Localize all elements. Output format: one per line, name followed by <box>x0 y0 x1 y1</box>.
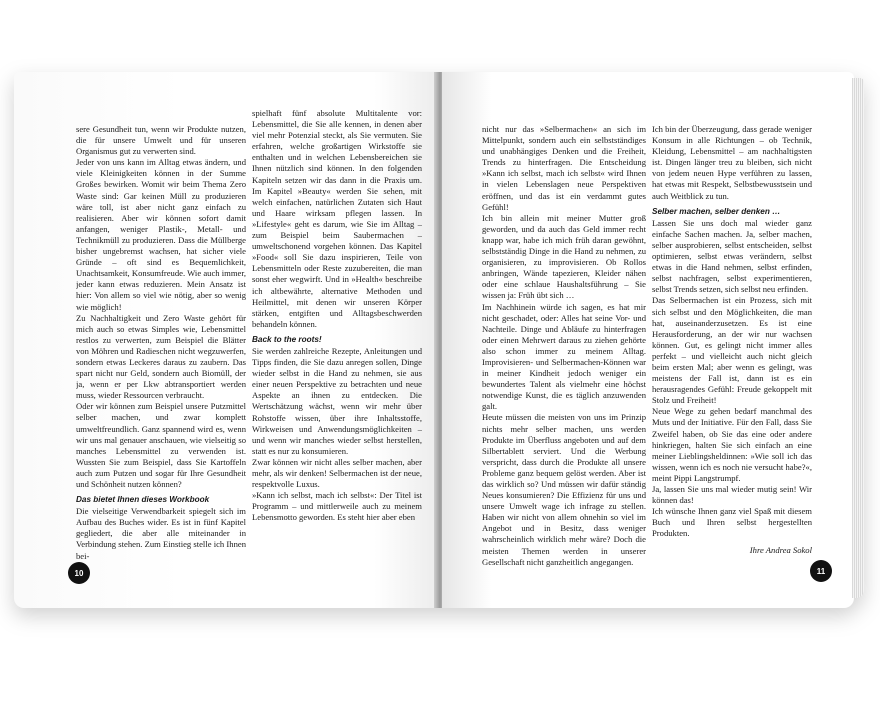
paragraph: Oder wir können zum Beispiel unsere Putzmittel selber machen, und zwar komplett umweltfreundlich. Ganz spannend wird es, wenn wir uns mal genauer anschauen, wie vielseitig so manches Lebensmittel zu verwenden ist. Wussten Sie zum Beispiel, dass Sie Kartoffeln auch zum Putzen und sogar für Ihre Gesundheit und Schönheit nutzen können? <box>76 401 246 489</box>
open-book <box>14 72 864 624</box>
paragraph: Im Nachhinein würde ich sagen, es hat mir nicht geschadet, oder: Alles hat seine Vor- und Nachteile. Dinge und Abläufe zu hinterfragen oder einen Mehrwert daraus zu ziehen gehörte also schon immer zu meinem Alltag. Improvisieren- und Selbermachen-Können war in meiner Kindheit jedoch weniger ein bewundertes Talent als vielmehr eine höchst notwendige Kunst, die es täglich anzuwenden galt. <box>482 301 646 412</box>
right-page <box>442 72 854 608</box>
author-signature: Ihre Andrea Sokol <box>749 545 812 556</box>
paragraph: Das Selbermachen ist ein Prozess, sich mit sich selbst und den Möglichkeiten, die man hat, auseinanderzusetzen. Es ist eine Herausforderung, an der wir nur wachsen können. Gut, es gelingt nicht immer alles perfekt – und vielleicht auch nicht gleich beim ersten Mal; aber wenn es gelingt, was meistens der Fall ist, dann ist es ein herausragendes Gefühl: Freude gekoppelt mit Stolz und Freiheit! <box>652 295 812 406</box>
paragraph: spielhaft fünf absolute Multitalente vor: Lebensmittel, die Sie alle kennen, in denen aber viel mehr Potenzial steckt, als Sie vermuten. Sie erfahren, welche großartigen Wirkstoffe sie enthalten und in welchen Lebensbereichen sie Ihnen nützlich sind können. In den folgenden Kapiteln setzen wir das dann in die Praxis um. Im Kapitel »Beauty« werden Sie sehen, mit welch einfachen, natürlichen Zutaten sich Haut und Haare wirksam pflegen lassen. In »Lifestyle« geht es darum, wie Sie im Alltag – zum Beispiel beim Saubermachen – umweltschonend vorgehen können. Das Kapitel »Food« soll Sie dazu inspirieren, Teile von Lebensmitteln oder Reste zuzubereiten, die man sonst eher wegwirft. Und in »Health« beschreibe ich altbewährte, alternative Methoden und Heilmittel, mit denen wir unseren Körper stärken, entgiften und Alltagsbeschwerden behandeln können. <box>252 108 422 329</box>
section-heading: Selber machen, selber denken … <box>652 206 781 216</box>
page-number: 11 <box>810 560 832 582</box>
paragraph: Die vielseitige Verwendbarkeit spiegelt sich im Aufbau des Buches wider. Es ist in fünf Kapitel gegliedert, die aber alle miteinander in Verbindung stehen. Zum Einstieg stelle ich Ihnen bei- <box>76 506 246 561</box>
paragraph: Neue Wege zu gehen bedarf manchmal des Muts und der Initiative. Für den Fall, dass Sie Zweifel haben, ob Sie das eine oder andere hinkriegen, halten Sie sich einfach an eine meiner Lieblingsheldinnen: »Wie soll ich das wissen, wenn ich es noch nie versucht habe?«, meint Pippi Langstrumpf. <box>652 406 812 483</box>
paragraph: Ich bin der Überzeugung, dass gerade weniger Konsum in alle Richtungen – ob Technik, Kleidung, Lebensmittel – am nachhaltigsten ist. Dingen länger treu zu bleiben, sich nicht von jedem neuen Hype verführen zu lassen, hat etwas mit Respekt, Selbstbewusstsein und auch Weitblick zu tun. <box>652 124 812 201</box>
right-column-2 <box>652 124 812 594</box>
left-column-2 <box>252 108 422 594</box>
paragraph: Ich wünsche Ihnen ganz viel Spaß mit diesem Buch und Ihren selbst hergestellten Produkten. <box>652 506 812 539</box>
paragraph: Ich bin allein mit meiner Mutter groß geworden, und da auch das Geld immer recht knapp war, habe ich mich früh daran gewöhnt, selbstständig Dinge in die Hand zu nehmen, zu organisieren, zu improvisieren. Ob Rollos anbringen, Wände tapezieren, Kleider nähen oder eine schlaue Haushaltsführung – Sie wissen ja: Früh übt sich … <box>482 212 646 301</box>
paragraph: Ja, lassen Sie uns mal wieder mutig sein! Wir können das! <box>652 484 812 506</box>
page-number: 10 <box>68 562 90 584</box>
left-column-1 <box>76 124 246 594</box>
left-page <box>14 72 438 608</box>
paragraph: »Kann ich selbst, mach ich selbst«: Der Titel ist Programm – und mittlerweile auch zu meinem Lebensmotto geworden. Es steht hier aber eben <box>252 490 422 523</box>
paragraph: Lassen Sie uns doch mal wieder ganz einfache Sachen machen. Ja, selber machen, selber ausprobieren, selbst entscheiden, selbst optimieren, selbst etwas verändern, selbst etwas in die Hand nehmen, selbst erfinden, selbst nachfragen, selbst experimentieren, selbst Trends setzen, sich selbst neu erfinden. <box>652 217 812 295</box>
paragraph: Sie werden zahlreiche Rezepte, Anleitungen und Tipps finden, die Sie dazu anregen sollen, Dinge wieder selbst in die Hand zu nehmen, sie aus einer neuen Perspektive zu betrachten und neue Aspekte an ihnen zu entdecken. Die Wertschätzung wächst, wenn wir mehr über Rohstoffe wissen, über ihre Inhaltsstoffe, Wirkweisen und Anwendungsmöglichkeiten – und wenn wir manches wieder selbst herstellen, statt es nur zu konsumieren. <box>252 345 422 456</box>
section-heading: Back to the roots! <box>252 334 322 344</box>
right-column-1 <box>482 124 646 594</box>
page-edges <box>852 78 864 598</box>
paragraph: sere Gesundheit tun, wenn wir Produkte nutzen, die für unsere Umwelt und für unseren Organismus gut zu verwerten sind. <box>76 124 246 157</box>
paragraph: Zu Nachhaltigkeit und Zero Waste gehört für mich auch so etwas Simples wie, Lebensmittel restlos zu verwerten, zum Beispiel die Blätter von Möhren und Radieschen nicht wegzuwerfen, sondern etwas Leckeres daraus zu zaubern. Das spart nicht nur Geld, sondern auch Biomüll, der ja, wenn er per Lkw abtransportiert werden muss, wieder Ressourcen verbraucht. <box>76 312 246 401</box>
paragraph: nicht nur das »Selbermachen« an sich im Mittelpunkt, sondern auch ein selbstständiges und unabhängiges Denken und die Freiheit, Trends zu hinterfragen. Die Entscheidung »Kann ich selbst, mach ich selbst« wird Ihnen in vielen Lebenslagen neue Perspektiven eröffnen, und das ist ein verdammt gutes Gefühl! <box>482 124 646 212</box>
paragraph: Jeder von uns kann im Alltag etwas ändern, und viele Kleinigkeiten können in der Summe Großes bewirken. Womit wir beim Thema Zero Waste sind: Gar keinen Müll zu produzieren wäre toll, ist aber nicht ganz einfach zu realisieren. Aber wir können sofort damit anfangen, weniger Plastik-, Metall- und Technikmüll zu produzieren. Dass die Müllberge bisher ungebremst wachsen, hat sicher viele Gründe – oft sind es Bequemlichkeit, Unachtsamkeit, Konsumfreude. Wie auch immer, jeder kann etwas reduzieren. Mein Ansatz ist hier: Von allem so viel wie nötig, aber so wenig wie möglich! <box>76 157 246 312</box>
section-heading: Das bietet Ihnen dieses Workbook <box>76 495 210 505</box>
paragraph: Heute müssen die meisten von uns im Prinzip nichts mehr selber machen, uns werden Produkte im Überfluss angeboten und auf dem Silbertablett serviert. Und die Werbung verspricht, dass durch die Produkte all unsere Probleme ganz bequem gelöst werden. Aber ist das wirklich so? Und müssen wir dafür ständig Neues konsumieren? Die Effizienz für uns und unsere Umwelt wage ich infrage zu stellen. Haben wir nicht von allem ohnehin so viel im Angebot und in Besitz, dass weniger wahrscheinlich wirklich mehr wäre? Doch die meisten Themen werden in unserer Gesellschaft nicht ganzheitlich angegangen. <box>482 412 646 567</box>
paragraph: Zwar können wir nicht alles selber machen, aber mehr, als wir denken! Selbermachen ist der neue, respektvolle Luxus. <box>252 456 422 490</box>
